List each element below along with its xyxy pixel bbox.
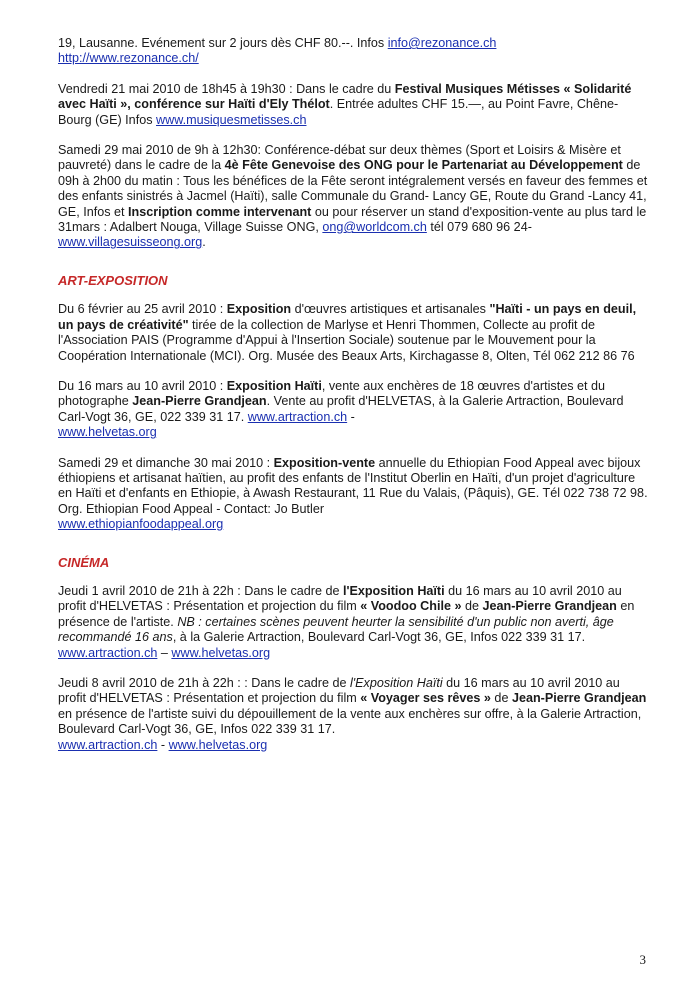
url-link-musiques[interactable]: www.musiquesmetisses.ch	[156, 112, 307, 127]
event-rezonance	[58, 36, 648, 67]
email-link-rezonance[interactable]: info@rezonance.ch	[387, 36, 497, 50]
url-link-rezonance[interactable]: http://www.rezonance.ch/	[58, 51, 199, 66]
event-musiques-metisses	[58, 82, 648, 128]
event-exposition-vente	[58, 456, 648, 533]
text: de 09h à 2h00 du matin : Tous les bénéfices de la Fête seront intégralement versés en faveur des femmes et des enfants sinistrés à Jacmel (Haïti), salle Communale du Grand- Lancy GE, Route du Grand -Lancy 41, GE, Infos et	[58, 158, 648, 219]
bold-text: « Voodoo Chile »	[360, 599, 462, 614]
event-film-voodoo-chile	[58, 584, 648, 661]
url-link-helvetas[interactable]: www.helvetas.org	[58, 425, 157, 440]
text: . Vente au profit d'HELVETAS, à la Galerie Artraction, Boulevard Carl-Vogt 36, GE, 022 339 31 17.	[58, 394, 624, 424]
text: .	[202, 235, 206, 250]
bold-text: Festival Musiques Métisses « Solidarité avec Haïti », conférence sur Haïti d'Ely Thélot	[58, 81, 632, 112]
text: , à la Galerie Artraction, Boulevard Carl-Vogt 36, GE, Infos 022 339 31 17.	[172, 630, 586, 645]
url-link-artraction[interactable]: www.artraction.ch	[58, 645, 158, 660]
text: de	[490, 691, 512, 706]
event-exposition-haiti	[58, 379, 648, 441]
bold-text: Exposition	[226, 302, 292, 317]
text: ou pour réserver un stand d'exposition-vente au plus tard le 31mars : Adalbert Nouga, Village Suisse ONG,	[58, 204, 647, 235]
text: Samedi 29 mai 2010 de 9h à 12h30: Conférence-débat sur deux thèmes (Sport et Loisirs & Misère et pauvreté) dans le cadre de la	[58, 143, 621, 173]
section-heading-cinema: CINÉMA	[58, 554, 110, 570]
bold-text: 4è Fête Genevoise des ONG pour le Partenariat au Développement	[224, 158, 623, 173]
email-link-ong[interactable]: ong@worldcom.ch	[322, 220, 427, 235]
bold-text: Inscription comme intervenant	[128, 204, 312, 219]
bold-text: Jean-Pierre Grandjean	[511, 691, 647, 706]
url-link-ethiopianfoodappeal[interactable]: www.ethiopianfoodappeal.org	[58, 517, 224, 532]
event-fete-ong	[58, 143, 648, 251]
text: Du 16 mars au 10 avril 2010 :	[58, 378, 227, 393]
text: –	[157, 645, 172, 660]
bold-text: Jean-Pierre Grandjean	[482, 599, 617, 614]
bold-text: "Haïti - un pays en deuil, un pays de créativité"	[58, 302, 637, 332]
event-film-voyager-ses-reves	[58, 676, 648, 753]
url-link-artraction[interactable]: www.artraction.ch	[58, 737, 158, 752]
text: du 16 mars au 10 avril 2010 au profit d'HELVETAS : Présentation et projection du film	[58, 676, 620, 706]
section-heading-art-exposition: ART-EXPOSITION	[58, 272, 168, 288]
text: 19, Lausanne. Evénement sur 2 jours dès CHF 80.--. Infos	[58, 36, 388, 50]
text: Jeudi 1 avril 2010 de 21h à 22h : Dans le cadre de	[58, 583, 343, 598]
bold-text: Exposition Haïti	[226, 378, 322, 393]
url-link-villagesuisseong[interactable]: www.villagesuisseong.org	[58, 235, 203, 250]
page-number: 3	[639, 952, 646, 967]
text: en présence de l'artiste.	[58, 599, 635, 629]
text: tél 079 680 96 24-	[426, 220, 532, 235]
text: -	[157, 737, 169, 752]
bold-text: Exposition-vente	[273, 455, 376, 470]
text: tirée de la collection de Marlyse et Henri Thommen, Collecte au profit de l'Association PAIS (Programme d'Appui à l'Insertion Sociale) soutenue par le Mouvement pour la Coopération Internationale (MCI). Org. Musée des Beaux Arts, Kirchagasse 8, Olten, Tél 062 212 86 76	[58, 317, 635, 363]
text: -	[347, 409, 355, 424]
text: de	[461, 599, 483, 614]
italic-text: l'Exposition Haïti	[349, 676, 443, 690]
document-page	[58, 36, 648, 768]
text: , vente aux enchères de 18 œuvres d'artistes et du photographe	[58, 378, 606, 409]
text: en présence de l'artiste suivi du dépouillement de la vente aux enchères sur offre, à la Galerie Artraction, Boulevard Carl-Vogt 36, GE, Infos 022 339 31 17.	[58, 706, 642, 737]
text: . Org. Ethiopian Food Appeal - Contact: Jo Butler	[58, 486, 648, 516]
bold-text: Jean-Pierre Grandjean	[132, 394, 267, 409]
text: Vendredi 21 mai 2010 de 18h45 à 19h30 : Dans le cadre du	[58, 81, 395, 96]
text: du 16 mars au 10 avril 2010 au profit d'HELVETAS : Présentation et projection du film	[58, 583, 622, 614]
text: annuelle du Ethiopian Food Appeal avec bijoux éthiopiens et artisanat haïtien, au profit des enfants de l'Institut Oberlin en Haïti, d'un projet d'agriculture en Haïti et d'enfants en Ethiopie, à Awash Restaurant, 11 Rue du Valais, (Pâquis), GE. Tél 022 738 72 98	[58, 455, 645, 501]
url-link-helvetas[interactable]: www.helvetas.org	[168, 737, 268, 752]
text: Du 6 février au 25 avril 2010 :	[58, 302, 227, 317]
event-exposition-olten	[58, 302, 648, 364]
bold-text: l'Exposition Haïti	[342, 583, 445, 598]
url-link-helvetas[interactable]: www.helvetas.org	[171, 645, 271, 660]
text: Jeudi 8 avril 2010 de 21h à 22h : : Dans le cadre de	[58, 676, 350, 690]
text: d'œuvres artistiques et artisanales	[291, 302, 490, 317]
url-link-artraction[interactable]: www.artraction.ch	[247, 409, 348, 424]
text: Samedi 29 et dimanche 30 mai 2010 :	[58, 455, 274, 470]
bold-text: « Voyager ses rêves »	[360, 691, 491, 706]
text: . Entrée adultes CHF 15.—, au Point Favre, Chêne-Bourg (GE) Infos	[58, 97, 619, 127]
italic-note: NB : certaines scènes peuvent heurter la sensibilité d'un public non averti, âge recommandé 16 ans	[58, 614, 614, 645]
